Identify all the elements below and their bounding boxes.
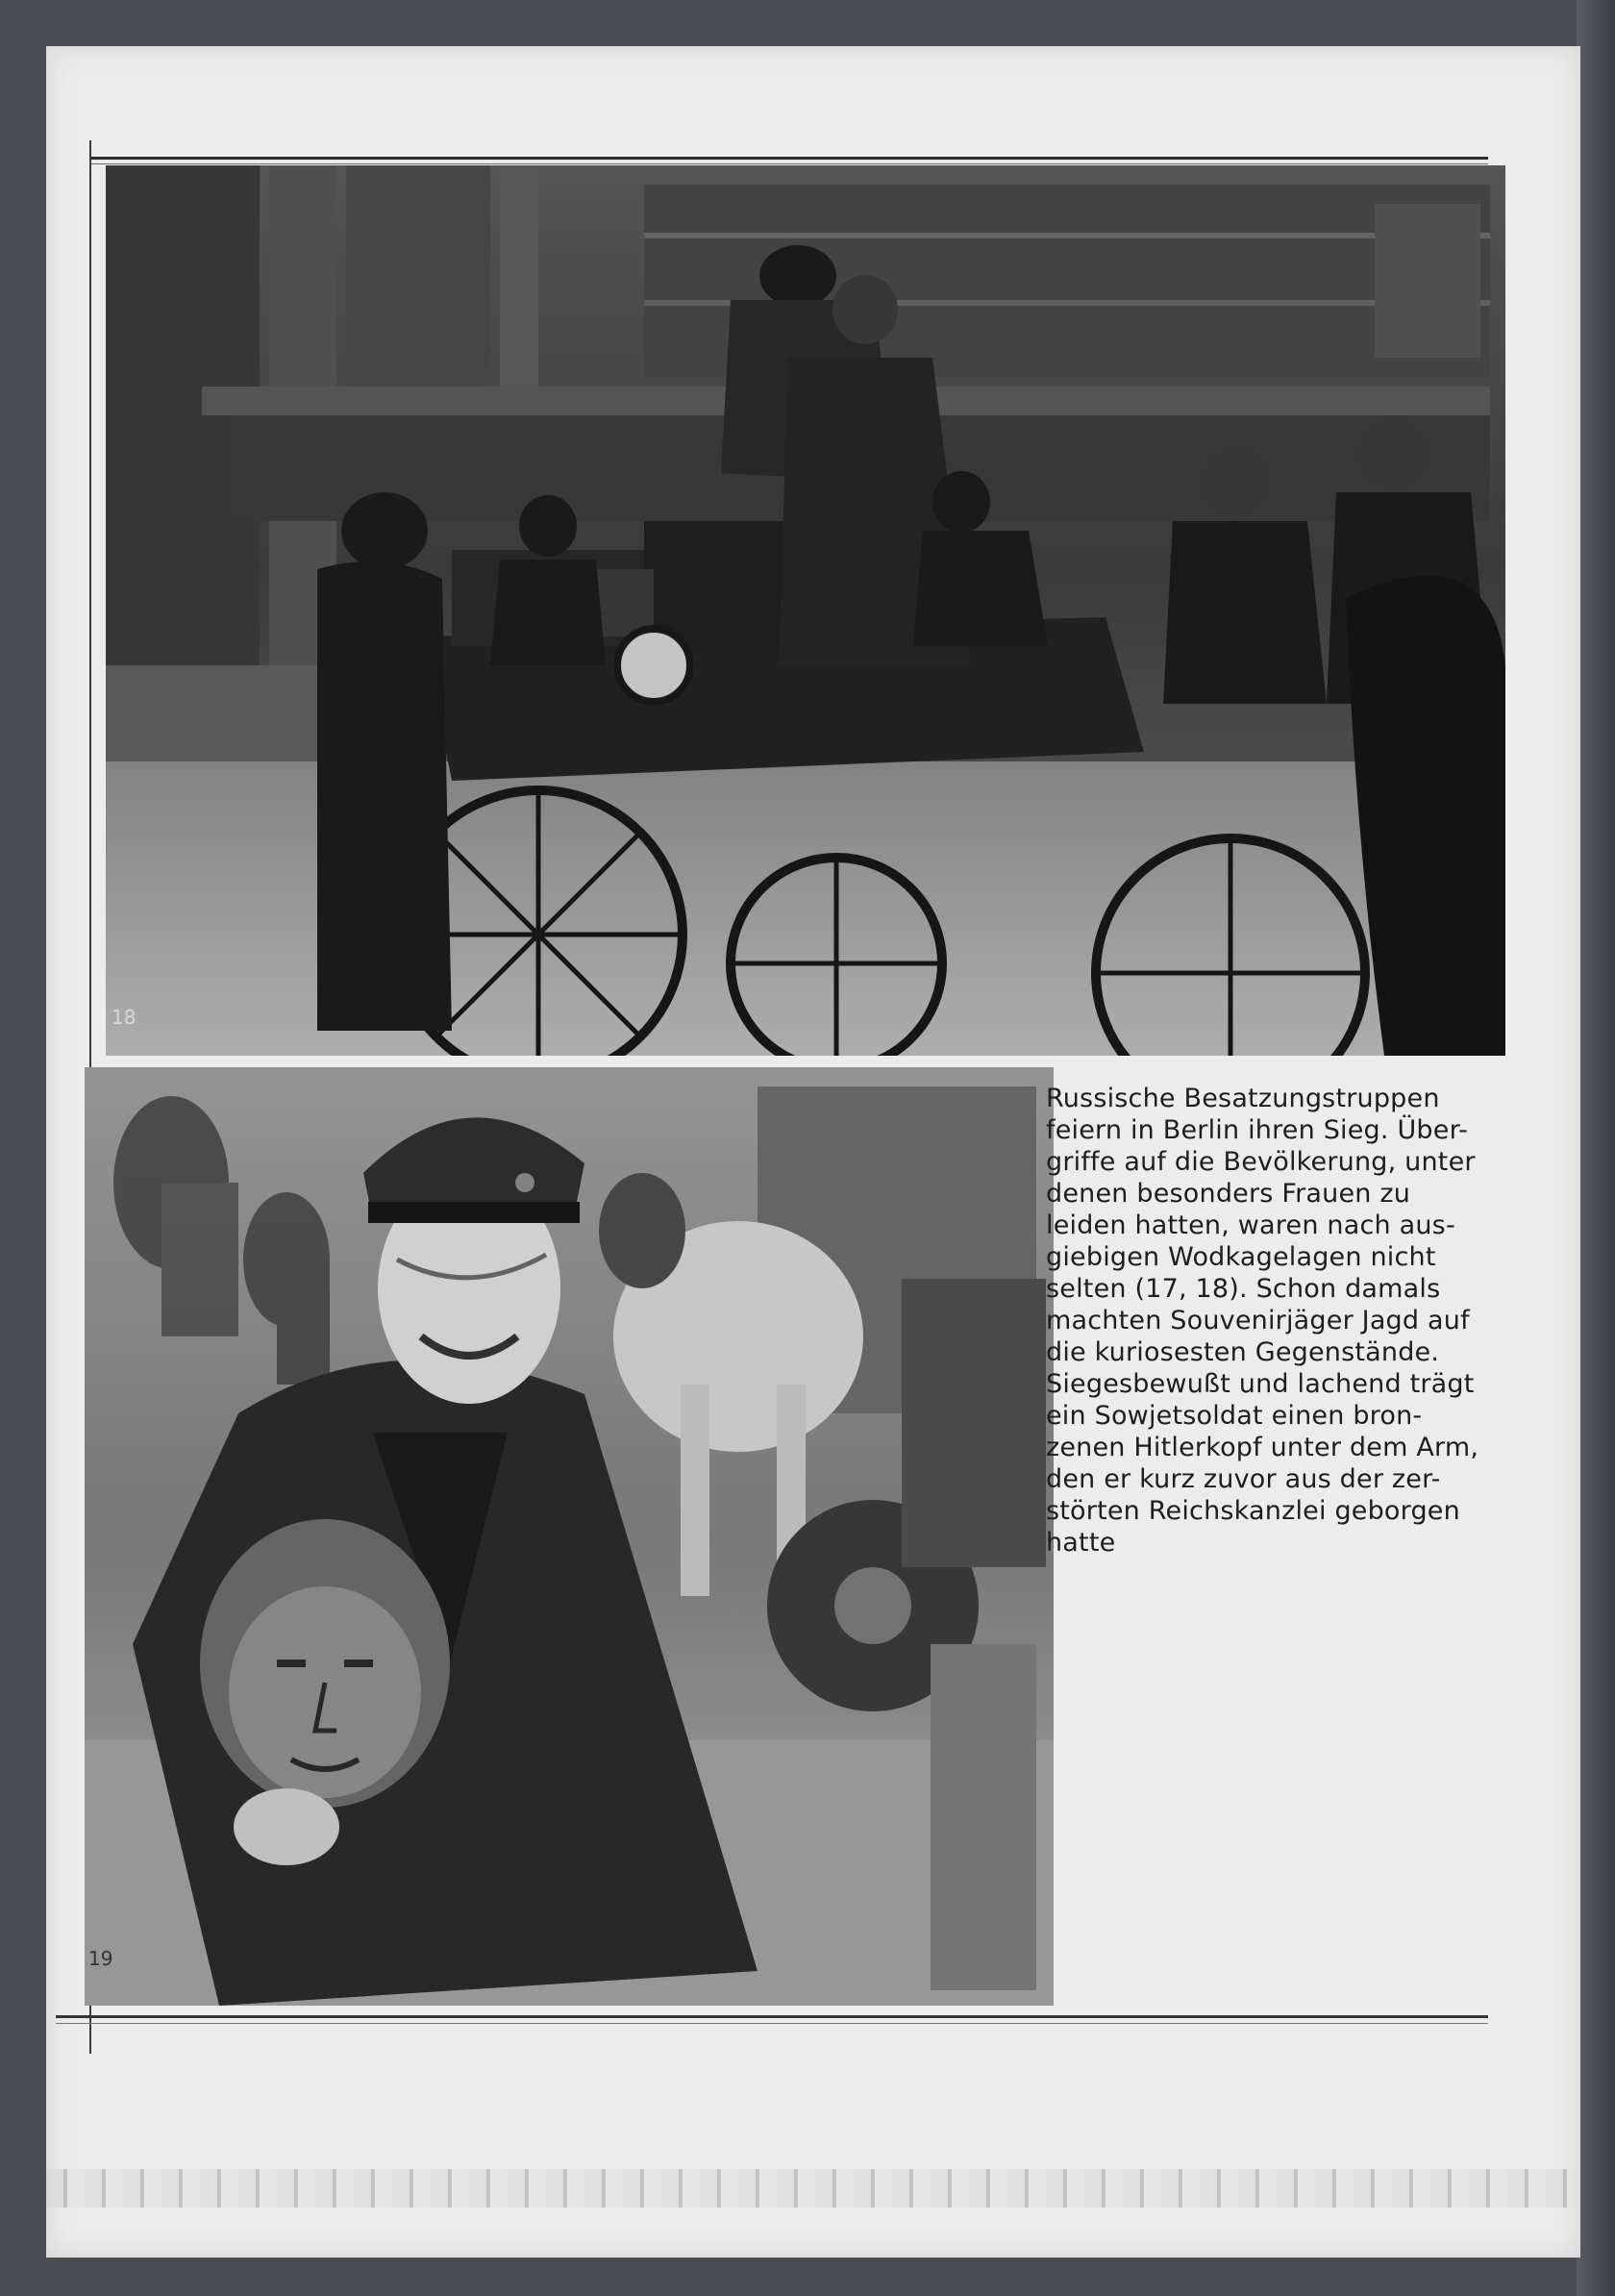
caption-line: griffe auf die Bevölkerung, unter bbox=[1046, 1147, 1476, 1177]
caption-line: ein Sowjetsoldat einen bron- bbox=[1046, 1401, 1423, 1431]
caption-line: denen besonders Frauen zu bbox=[1046, 1179, 1411, 1209]
caption-line: Siegesbewußt und lachend trägt bbox=[1046, 1369, 1475, 1399]
bottom-rule bbox=[56, 2015, 1488, 2018]
caption-line: giebigen Wodkagelagen nicht bbox=[1046, 1242, 1436, 1272]
caption-line: zenen Hitlerkopf unter dem Arm, bbox=[1046, 1433, 1479, 1462]
caption-line: den er kurz zuvor aus der zer- bbox=[1046, 1464, 1441, 1494]
photo-caption bbox=[1046, 1083, 1546, 1559]
caption-line: machten Souvenirjäger Jagd auf bbox=[1046, 1306, 1470, 1335]
photo-carriage-soldiers-icon bbox=[106, 165, 1505, 1056]
figure-number-19: 19 bbox=[88, 1947, 113, 1970]
bottom-rule-thin bbox=[56, 2023, 1488, 2024]
top-rule bbox=[89, 157, 1488, 160]
top-rule-thin bbox=[89, 163, 1488, 164]
caption-line: Russische Besatzungstruppen bbox=[1046, 1084, 1440, 1113]
document-page bbox=[46, 46, 1580, 2258]
caption-line: die kuriosesten Gegenstände. bbox=[1046, 1337, 1440, 1367]
caption-line: leiden hatten, waren nach aus- bbox=[1046, 1210, 1455, 1240]
scan-artifact-strip bbox=[46, 2169, 1580, 2208]
figure-number-18: 18 bbox=[112, 1006, 137, 1029]
caption-line: selten (17, 18). Schon damals bbox=[1046, 1274, 1441, 1304]
caption-line: störten Reichskanzlei geborgen bbox=[1046, 1496, 1460, 1526]
photo-soldier-with-bust-icon bbox=[85, 1067, 1054, 2006]
caption-line: hatte bbox=[1046, 1528, 1116, 1558]
caption-line: feiern in Berlin ihren Sieg. Über- bbox=[1046, 1115, 1469, 1145]
scan-background-edge bbox=[1577, 0, 1615, 2296]
